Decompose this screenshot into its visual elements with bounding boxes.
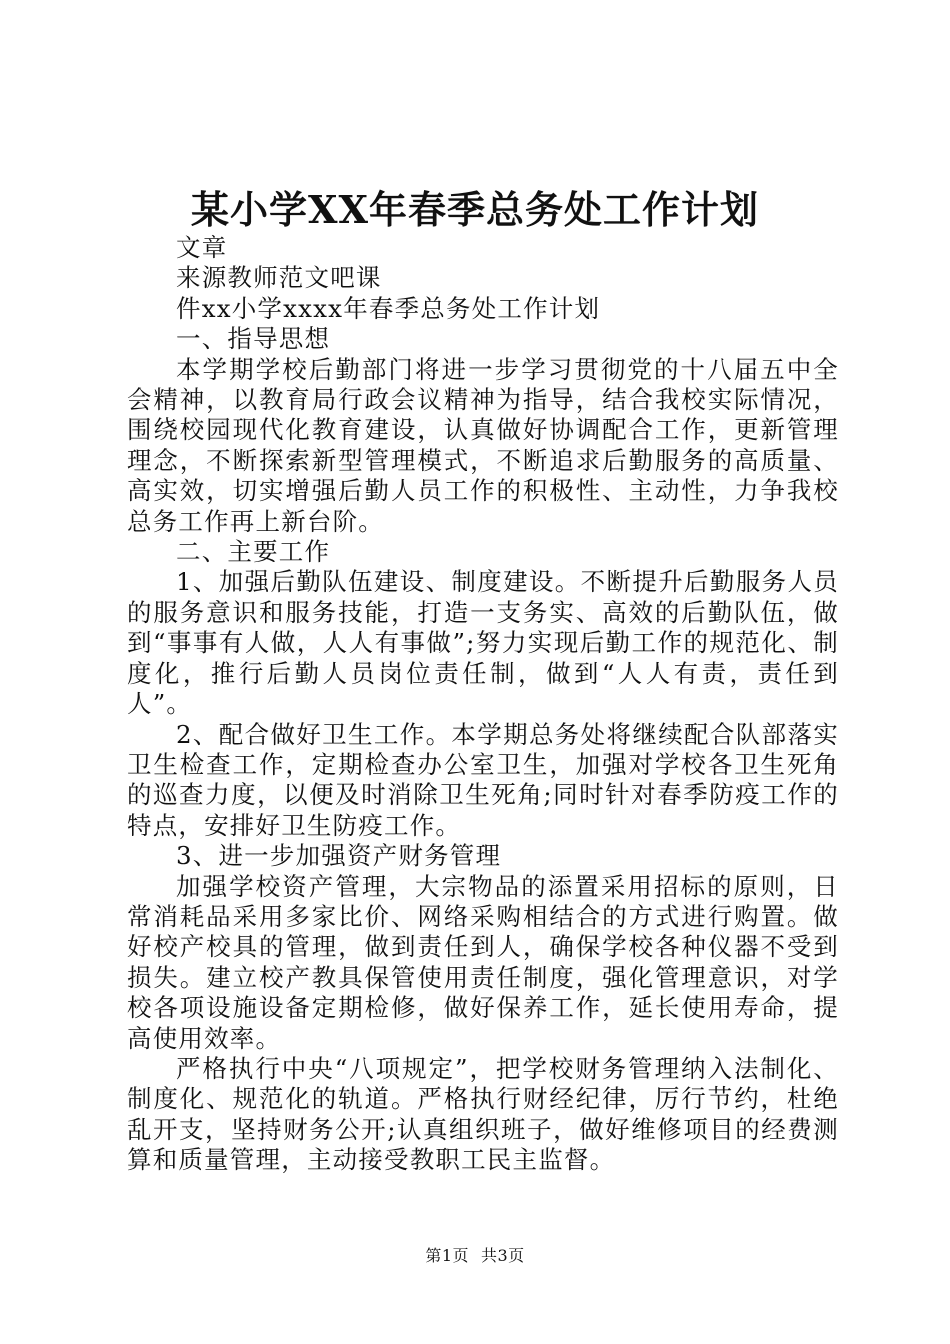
- paragraph-asset-management: 加强学校资产管理，大宗物品的添置采用招标的原则，日常消耗品采用多家比价、网络采购相结合的方式进行购置。做好校产校具的管理，做到责任到人，确保学校各种仪器不受到损失。建立校产教具保管使用责任制度，强化管理意识，对学校各项设施设备定期检修，做好保养工作，延长使用寿命，提高使用效率。: [127, 871, 839, 1053]
- paragraph-team-building: 1、加强后勤队伍建设、制度建设。不断提升后勤服务人员的服务意识和服务技能，打造一支务实、高效的后勤队伍，做到“事事有人做，人人有事做”;努力实现后勤工作的规范化、制度化，推行后勤人员岗位责任制，做到“人人有责，责任到人”。: [127, 567, 839, 719]
- page-footer: [0, 1243, 950, 1266]
- page-total: 共3页: [481, 1246, 525, 1265]
- paragraph-source: 来源教师范文吧课: [176, 263, 382, 293]
- section-heading-guiding-ideology: 一、指导思想: [176, 324, 331, 354]
- paragraph-asset-heading: 3、进一步加强资产财务管理: [176, 841, 502, 871]
- document-title: 某小学XX年春季总务处工作计划: [191, 187, 759, 232]
- paragraph-finance-management: 严格执行中央“八项规定”，把学校财务管理纳入法制化、制度化、规范化的轨道。严格执行财经纪律，厉行节约，杜绝乱开支，坚持财务公开;认真组织班子，做好维修项目的经费测算和质量管理，主动接受教职工民主监督。: [127, 1053, 839, 1175]
- paragraph-file-title: 件xx小学xxxx年春季总务处工作计划: [176, 293, 601, 323]
- paragraph-hygiene-work: 2、配合做好卫生工作。本学期总务处将继续配合队部落实卫生检查工作，定期检查办公室卫生，加强对学校各卫生死角的巡查力度，以便及时消除卫生死角;同时针对春季防疫工作的特点，安排好卫生防疫工作。: [127, 719, 839, 840]
- document-body: [127, 233, 839, 1176]
- paragraph-guiding-ideology: 本学期学校后勤部门将进一步学习贯彻党的十八届五中全会精神，以教育局行政会议精神为指导，结合我校实际情况，围绕校园现代化教育建设，认真做好协调配合工作，更新管理理念，不断探索新型管理模式，不断追求后勤服务的高质量、高实效，切实增强后勤人员工作的积极性、主动性，力争我校总务工作再上新台阶。: [127, 354, 839, 536]
- section-heading-main-work: 二、主要工作: [176, 537, 331, 567]
- paragraph-article: 文章: [176, 233, 228, 262]
- page-number: 第1页: [425, 1246, 469, 1265]
